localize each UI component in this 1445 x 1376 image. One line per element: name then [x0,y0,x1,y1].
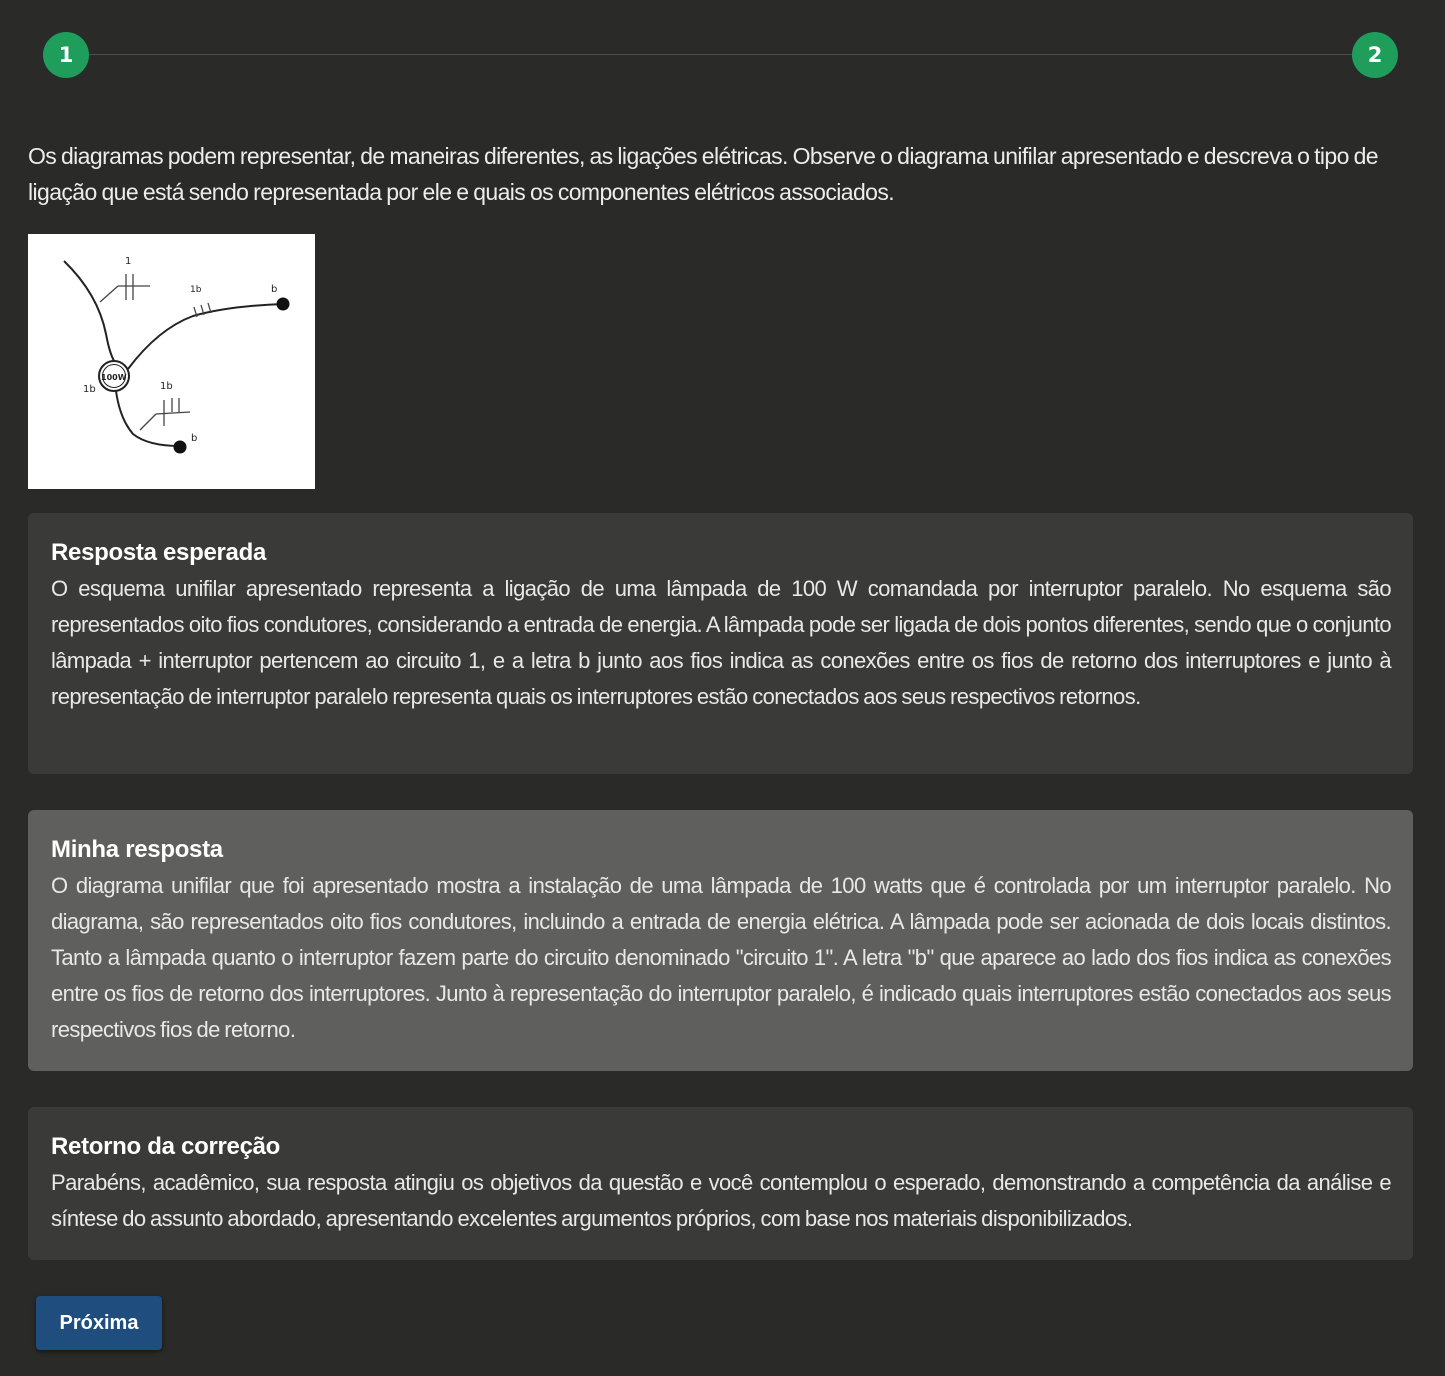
my-answer-card [28,810,1413,1071]
correction-feedback-text: Parabéns, acadêmico, sua resposta atingiu os objetivos da questão e você contemplou o esperado, demonstrando a competência da análise e síntese do assunto abordado, apresentando excelentes argumentos próprios, com base nos materiais disponibilizados. [51,1170,1391,1231]
correction-feedback-title: Retorno da correção [51,1133,281,1160]
point-b-top [277,298,290,311]
label-return-bottom: 1b [160,381,173,392]
my-answer-title: Minha resposta [51,836,223,863]
progress-stepper [43,32,1398,78]
return-wire-top [128,304,283,369]
label-b-bottom: b [191,433,198,444]
correction-feedback-card [28,1107,1413,1260]
next-button[interactable]: Próxima [36,1296,162,1350]
switch-bar-bottom [156,412,190,414]
label-b-top: b [271,284,278,295]
my-answer-text: O diagrama unifilar que foi apresentado mostra a instalação de uma lâmpada de 100 watts que é controlada por um interruptor paralelo. No diagrama, são representados oito fios condutores, incluindo a entrada de energia elétrica. A lâmpada pode ser acionada de dois locais distintos. Tanto a lâmpada quanto o interruptor fazem parte do circuito denominado "circuito 1". A letra "b" que aparece ao lado dos fios indica as conexões entre os fios de retorno dos interruptores. Junto à representação do interruptor paralelo, é indicado quais interruptores estão conectados aos seus respectivos fios de retorno. [51,873,1391,1042]
label-lamp-power: 100W [101,373,127,382]
single-line-diagram-image [28,234,315,489]
label-return-top: 1b [190,285,202,295]
step-1-indicator[interactable]: 1 [43,32,89,78]
switch-leader-top [100,286,118,302]
step-2-indicator[interactable]: 2 [1352,32,1398,78]
stepper-connector-line [89,54,1352,55]
question-text: Os diagramas podem representar, de maneiras diferentes, as ligações elétricas. Observe o diagrama unifilar apresentado e descreva o tipo de ligação que está sendo representada por ele e quais os componentes elétricos associados. [28,143,1378,205]
expected-answer-card [28,513,1413,774]
return-wire-bottom [116,391,180,446]
diagram-svg [28,234,315,489]
point-b-bottom [174,441,187,454]
expected-answer-text: O esquema unifilar apresentado representa a ligação de uma lâmpada de 100 W comandada por interruptor paralelo. No esquema são representados oito fios condutores, considerando a entrada de energia. A lâmpada pode ser ligada de dois pontos diferentes, sendo que o conjunto lâmpada + interruptor pertencem ao circuito 1, e a letra b junto aos fios indica as conexões entre os fios de retorno dos interruptores e junto à representação de interruptor paralelo representa quais os interruptores estão conectados aos seus respectivos retornos. [51,576,1391,709]
label-left: 1b [83,384,96,395]
switch-leader-bottom [140,414,156,430]
feed-wire [64,261,116,364]
label-circuit-top: 1 [125,256,132,267]
expected-answer-title: Resposta esperada [51,539,267,566]
